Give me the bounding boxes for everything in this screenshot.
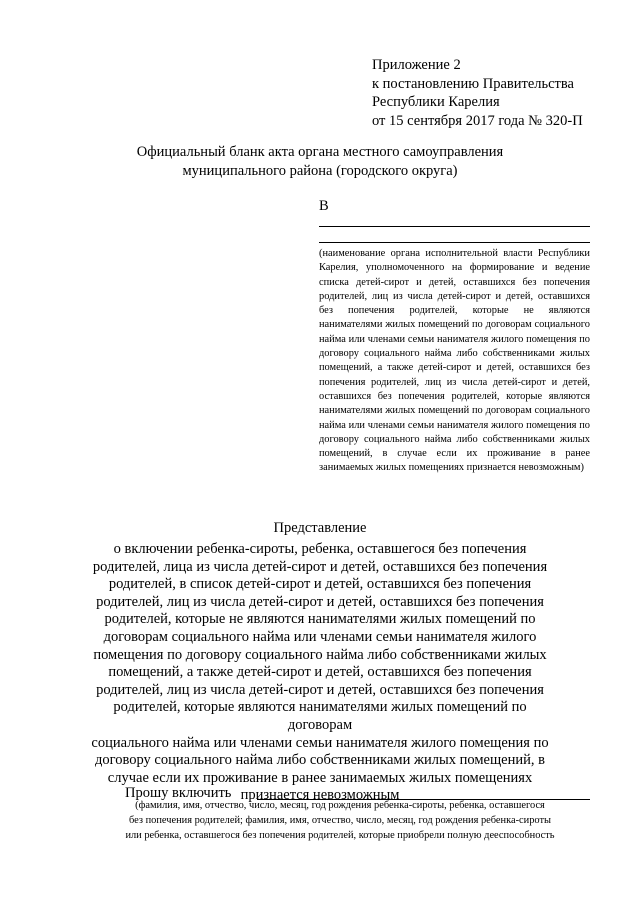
appendix-line: Приложение 2 <box>372 57 461 73</box>
addressee-note: (наименование органа исполнительной власти Республики Карелия, уполномоченного на формирование и ведение списка детей-сирот и детей, оставшихся без попечения родителей, лиц из числа детей-сирот и детей, оставшихся без попечения родителей, которые не являются нанимателями жилых помещений по договорам социального найма или членами семьи нанимателя жилого помещения по договору социального найма либо собственниками жилых помещений, а также детей-сирот и детей, оставшихся без попечения родителей, лиц из числа детей-сирот и детей, оставшихся без попечения родителей, которые являются нанимателями жилых помещений по договорам социального найма или членами семьи нанимателя жилого помещения по договору социального найма либо собственниками жилых помещений, в случае если их проживание в ранее занимаемых жилых помещениях признается невозможным) <box>319 248 590 474</box>
document-body <box>86 541 554 805</box>
footnote-line: или ребенка, оставшегося без попечения родителей, которые приобрели полную дееспособность <box>125 829 555 841</box>
request-label: Прошу включить <box>125 785 232 801</box>
body-line: помещения по договору социального найма либо собственниками жилых <box>93 646 547 663</box>
header-line: муниципального района (городского округа) <box>182 163 458 179</box>
body-line: договорам социального найма или членами семьи нанимателя жилого <box>103 628 537 645</box>
appendix-block <box>372 56 583 130</box>
body-line: случае если их проживание в ранее занимаемых жилых помещениях <box>107 769 533 786</box>
body-line: договору социального найма либо собственниками жилых помещений, в <box>95 752 545 769</box>
appendix-line: Республики Карелия <box>372 94 500 110</box>
footnote-line: без попечения родителей; фамилия, имя, отчество, число, месяц, год рождения ребенка-сироты <box>128 814 551 826</box>
form-header <box>0 143 640 181</box>
body-line: помещений, а также детей-сирот и детей, оставшихся без попечения <box>108 664 532 681</box>
body-line: родителей, лица из числа детей-сирот и детей, оставшихся без попечения <box>92 558 548 575</box>
body-line: социального найма или членами семьи нанимателя жилого помещения по <box>91 734 549 751</box>
body-line: признается невозможным <box>240 787 400 804</box>
appendix-line: к постановлению Правительства <box>372 75 574 92</box>
addressee-line[interactable] <box>319 226 590 227</box>
appendix-line: от 15 сентября 2017 года № 320-П <box>372 112 583 129</box>
body-line: родителей, лиц из числа детей-сирот и детей, оставшихся без попечения <box>96 681 544 698</box>
body-line: родителей, которые являются нанимателями жилых помещений по договорам <box>113 699 527 733</box>
document-title: Представление <box>273 520 367 536</box>
body-line: родителей, которые не являются нанимателями жилых помещений по <box>104 611 536 628</box>
addressee-line[interactable] <box>319 242 590 243</box>
addressee-prefix: В <box>319 198 329 214</box>
body-line: родителей, в список детей-сирот и детей, оставшихся без попечения <box>108 576 532 593</box>
footnote-line: (фамилия, имя, отчество, число, месяц, год рождения ребенка-сироты, ребенка, оставшегося <box>135 800 545 811</box>
body-line: родителей, лиц из числа детей-сирот и детей, оставшихся без попечения <box>96 593 544 610</box>
request-footnote <box>90 799 590 843</box>
header-line: Официальный бланк акта органа местного самоуправления <box>136 144 504 160</box>
body-line: о включении ребенка-сироты, ребенка, оставшегося без попечения <box>113 541 527 557</box>
